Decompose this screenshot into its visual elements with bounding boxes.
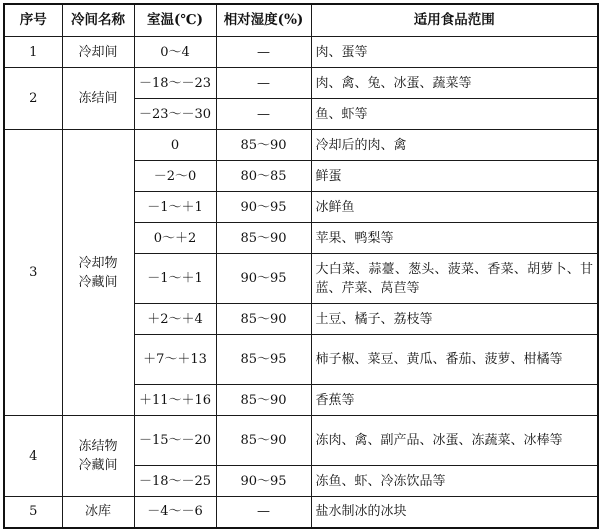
room-temp: ＋2～＋4 (134, 304, 216, 335)
humidity: 85～90 (216, 304, 311, 335)
room-temp: 0～＋2 (134, 223, 216, 254)
room-temp: ＋11～＋16 (134, 385, 216, 416)
food-range: 冻鱼、虾、冷冻饮品等 (311, 466, 598, 497)
humidity: 90～95 (216, 254, 311, 304)
room-temp: 0 (134, 130, 216, 161)
humidity: 85～90 (216, 130, 311, 161)
row-number: 3 (4, 130, 62, 416)
table-row (4, 37, 598, 68)
row-number: 5 (4, 497, 62, 528)
food-range: 香蕉等 (311, 385, 598, 416)
food-range: 冰鲜鱼 (311, 192, 598, 223)
humidity: 85～90 (216, 223, 311, 254)
humidity: — (216, 99, 311, 130)
food-range: 大白菜、蒜薹、葱头、菠菜、香菜、胡萝卜、甘蓝、芹菜、莴苣等 (311, 254, 598, 304)
humidity: — (216, 497, 311, 528)
cold-storage-table (3, 3, 599, 529)
room-name-line: 冷藏间 (78, 458, 118, 473)
header-humidity: 相对湿度(%) (216, 4, 311, 37)
room-temp: －1～＋1 (134, 254, 216, 304)
room-temp: －23～－30 (134, 99, 216, 130)
room-name: 冷却间 (62, 37, 134, 68)
room-name (62, 130, 134, 416)
humidity: 90～95 (216, 466, 311, 497)
room-name-line: 冷藏间 (78, 274, 118, 290)
room-name-line: 冷却物 (78, 255, 118, 271)
room-temp: －15～－20 (134, 416, 216, 466)
food-range: 冷却后的肉、禽 (311, 130, 598, 161)
humidity: 85～90 (216, 385, 311, 416)
humidity: 90～95 (216, 192, 311, 223)
food-range: 冻肉、禽、副产品、冰蛋、冻蔬菜、冰棒等 (311, 416, 598, 466)
food-range: 柿子椒、菜豆、黄瓜、番茄、菠萝、柑橘等 (311, 335, 598, 385)
room-temp: －1～＋1 (134, 192, 216, 223)
humidity: 85～95 (216, 335, 311, 385)
food-range: 盐水制冰的冰块 (311, 497, 598, 528)
room-temp: －18～－25 (134, 466, 216, 497)
table-row (4, 68, 598, 99)
food-range: 肉、蛋等 (311, 37, 598, 68)
room-temp: －4～－6 (134, 497, 216, 528)
humidity: 80～85 (216, 161, 311, 192)
food-range: 鱼、虾等 (311, 99, 598, 130)
header-foods: 适用食品范围 (311, 4, 598, 37)
header-room-name: 冷间名称 (62, 4, 134, 37)
humidity: — (216, 37, 311, 68)
table-row (4, 416, 598, 466)
room-name: 冻结间 (62, 68, 134, 130)
row-number: 4 (4, 416, 62, 497)
food-range: 苹果、鸭梨等 (311, 223, 598, 254)
header-room-temp: 室温(℃) (134, 4, 216, 37)
room-name-line: 冻结物 (78, 439, 118, 454)
humidity: — (216, 68, 311, 99)
humidity: 85～90 (216, 416, 311, 466)
header-row (4, 4, 598, 37)
room-name: 冰库 (62, 497, 134, 528)
row-number: 2 (4, 68, 62, 130)
header-no: 序号 (4, 4, 62, 37)
food-range: 鲜蛋 (311, 161, 598, 192)
food-range: 土豆、橘子、荔枝等 (311, 304, 598, 335)
room-temp: －18～－23 (134, 68, 216, 99)
room-temp: －2～0 (134, 161, 216, 192)
food-range: 肉、禽、兔、冰蛋、蔬菜等 (311, 68, 598, 99)
row-number: 1 (4, 37, 62, 68)
room-temp: 0～4 (134, 37, 216, 68)
room-temp: ＋7～＋13 (134, 335, 216, 385)
table-row (4, 497, 598, 528)
room-name (62, 416, 134, 497)
table-row (4, 130, 598, 161)
